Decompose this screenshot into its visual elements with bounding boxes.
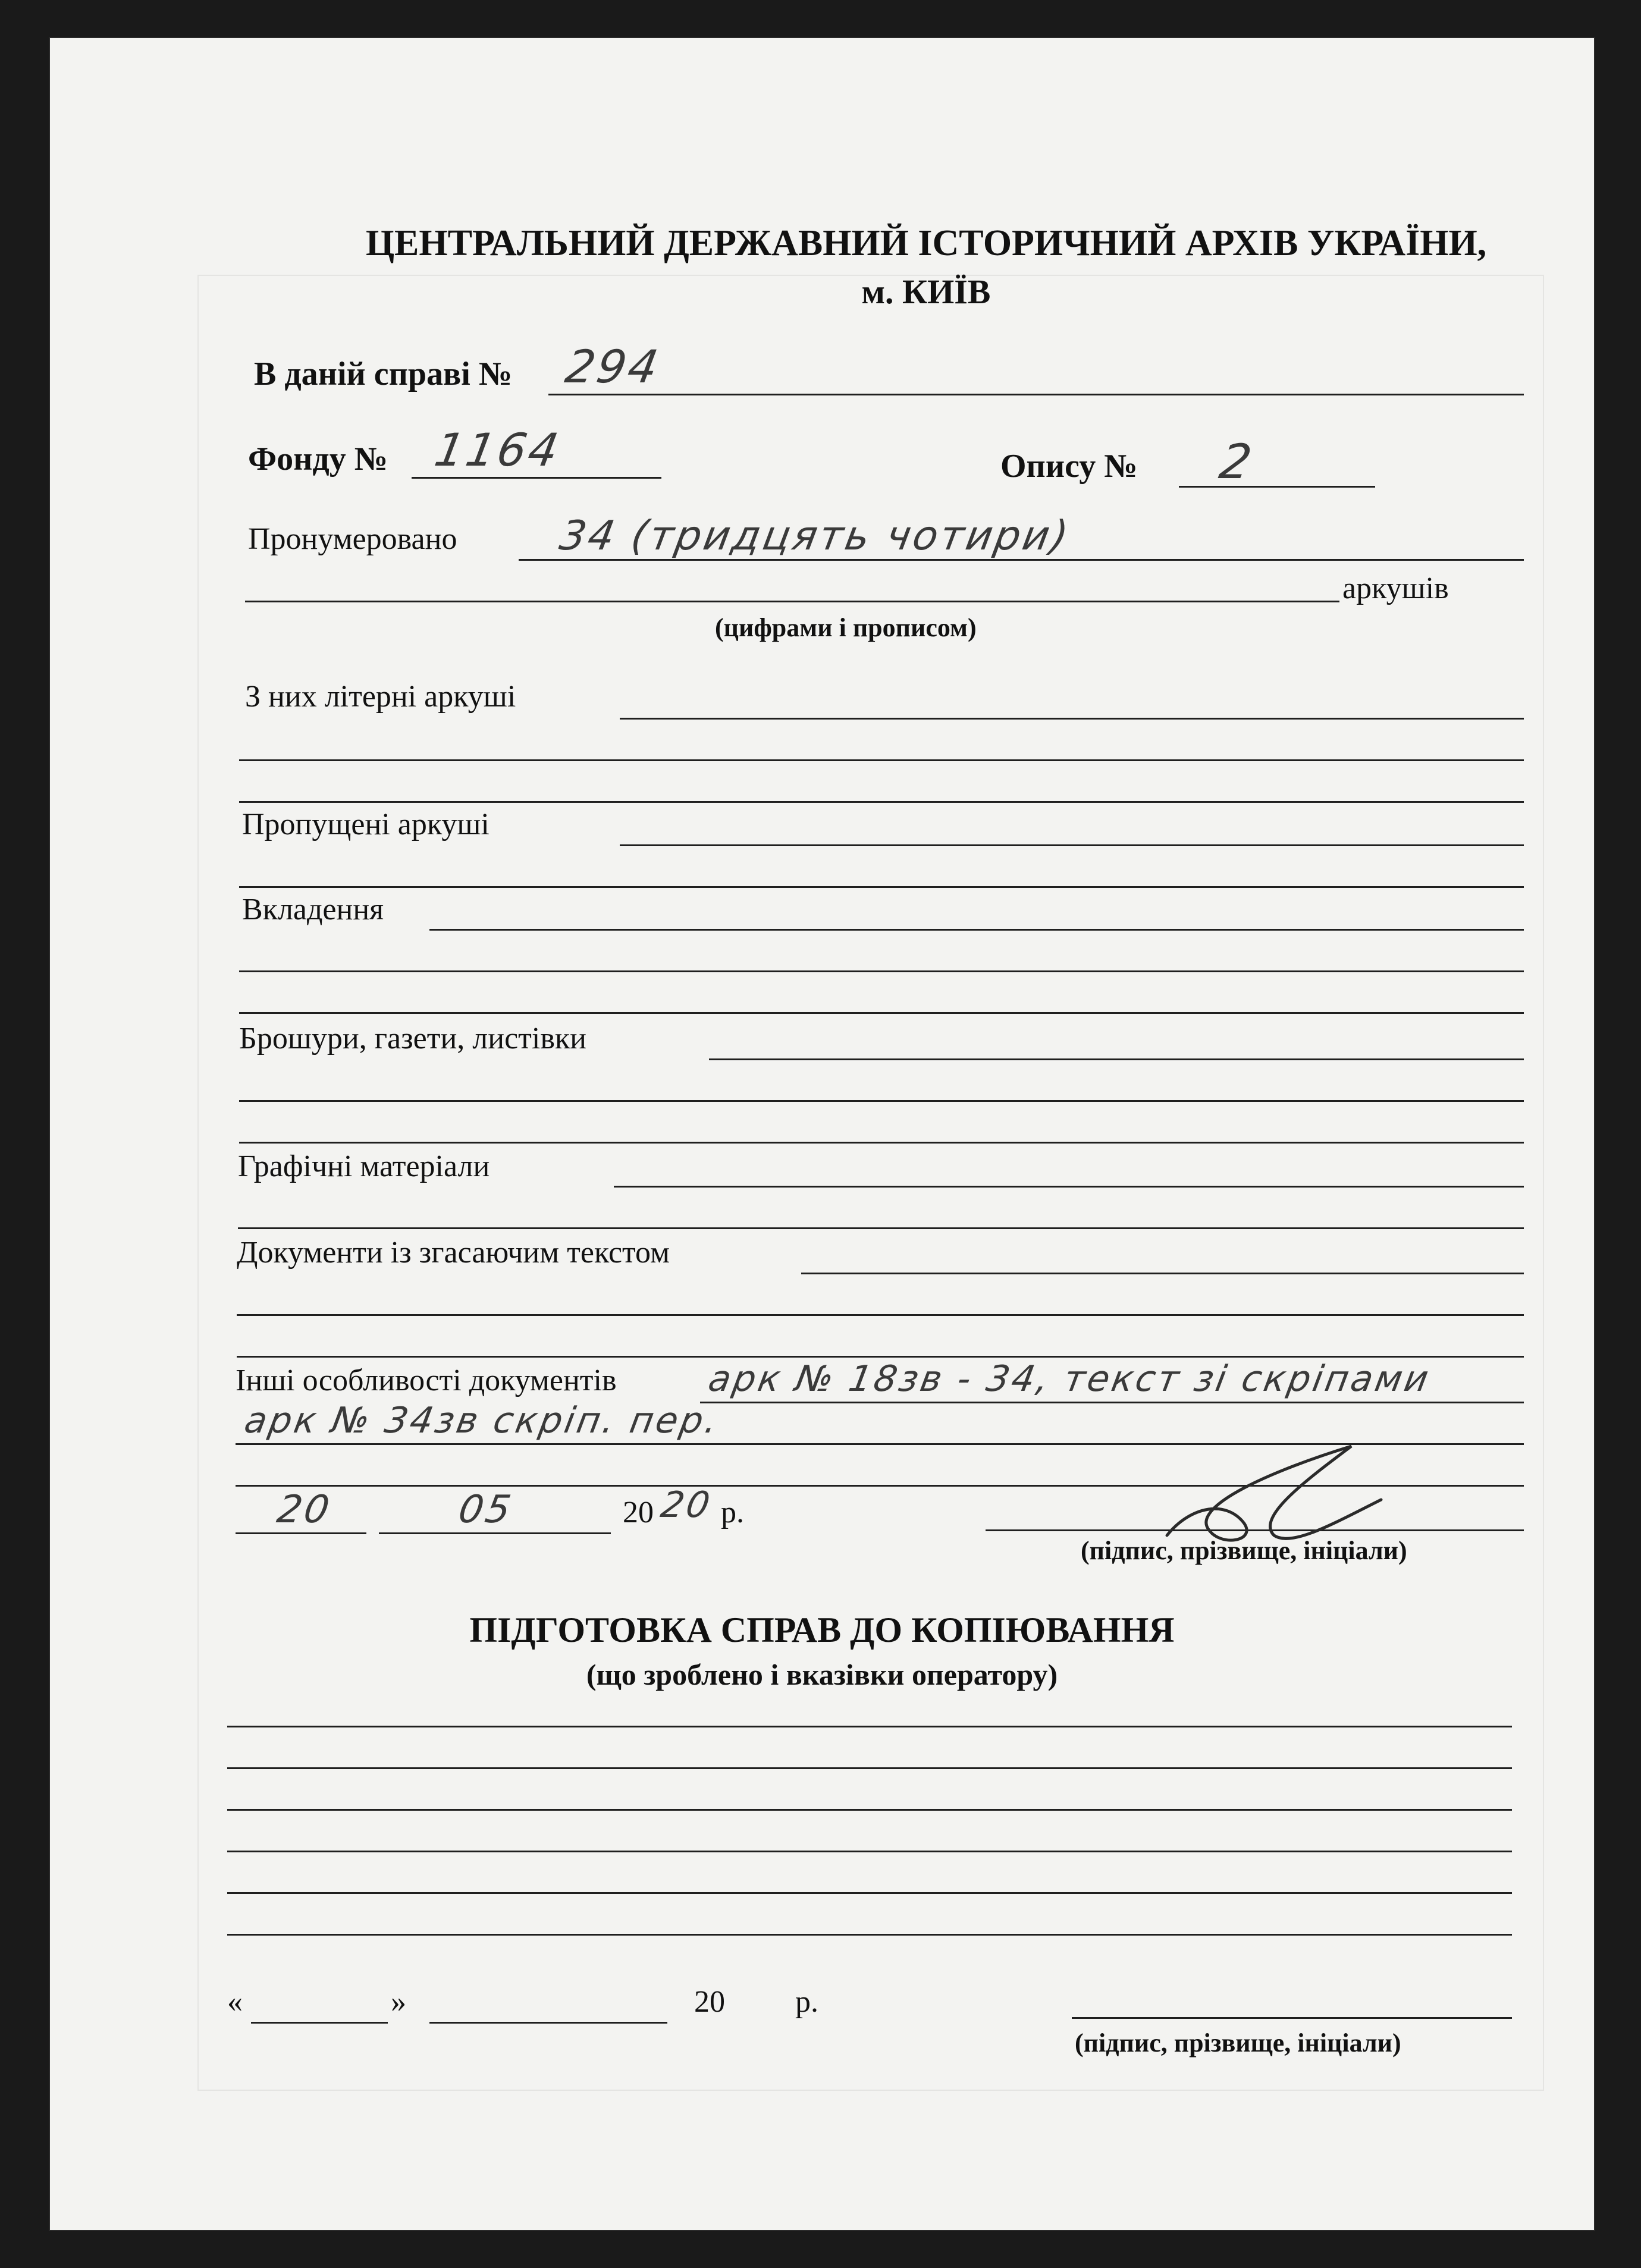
archive-form-page: [49, 37, 1595, 2231]
archive-title: ЦЕНТРАЛЬНИЙ ДЕРЖАВНИЙ ІСТОРИЧНИЙ АРХІВ УКРАЇНИ,: [365, 223, 1487, 263]
fading-text-line-1: [801, 1273, 1524, 1274]
missed-sheets-line-1: [620, 844, 1524, 846]
other-features-line-1: [700, 1402, 1524, 1403]
letter-sheets-label: З них літерні аркуші: [245, 680, 516, 714]
missed-sheets-line-2: [239, 886, 1524, 888]
case-number-line: [548, 394, 1524, 395]
fading-text-line-2: [237, 1314, 1524, 1316]
section2-title: ПІДГОТОВКА СПРАВ ДО КОПІЮВАННЯ: [469, 1610, 1175, 1650]
section2-line-3: [227, 1809, 1512, 1811]
date2-signature-hint: (підпис, прізвище, ініціали): [1075, 2028, 1401, 2057]
date1-day[interactable]: 20: [274, 1488, 335, 1532]
date1-year-prefix: 20: [623, 1496, 654, 1529]
date2-suffix: р.: [795, 1985, 818, 2019]
section2-line-6: [227, 1934, 1512, 1936]
numbered-label: Пронумеровано: [248, 522, 457, 556]
fond-line: [412, 477, 661, 479]
section2-line-5: [227, 1892, 1512, 1894]
numbered-suffix: аркушів: [1342, 571, 1449, 605]
inserts-line-3: [239, 1012, 1524, 1014]
date2-month-line: [429, 2022, 667, 2024]
numbered-line-2: [245, 601, 1339, 602]
fond-value[interactable]: 1164: [431, 423, 565, 476]
graphics-line-2: [238, 1227, 1524, 1229]
other-features-value-1[interactable]: арк № 18зв - 34, текст зі скріпами: [705, 1358, 1434, 1400]
graphics-label: Графічні матеріали: [238, 1149, 490, 1183]
inserts-line-1: [429, 929, 1524, 931]
date2-year: 20: [694, 1985, 725, 2019]
numbered-value[interactable]: 34 (тридцять чотири): [556, 513, 1074, 560]
letter-sheets-line-2: [239, 759, 1524, 761]
opys-line: [1179, 486, 1375, 488]
missed-sheets-label: Пропущені аркуші: [242, 808, 490, 841]
date1-month-line: [379, 1532, 611, 1534]
opys-value[interactable]: 2: [1215, 434, 1259, 489]
section2-line-1: [227, 1726, 1512, 1727]
date1-signature-hint: (підпис, прізвище, ініціали): [1081, 1536, 1407, 1565]
brochures-line-3: [239, 1142, 1524, 1144]
case-number-value[interactable]: 294: [561, 340, 664, 393]
case-number-label: В даній справі №: [254, 356, 513, 392]
letter-sheets-line-1: [620, 718, 1524, 720]
fond-label: Фонду №: [248, 441, 388, 478]
letter-sheets-line-3: [239, 801, 1524, 803]
brochures-line-2: [239, 1100, 1524, 1102]
graphics-line-1: [614, 1186, 1524, 1188]
inserts-label: Вкладення: [242, 893, 384, 926]
section2-line-2: [227, 1767, 1512, 1769]
archive-city: м. КИЇВ: [861, 272, 991, 311]
date1-month[interactable]: 05: [455, 1488, 516, 1532]
date2-open-quote: «: [227, 1985, 243, 2019]
section2-line-4: [227, 1851, 1512, 1852]
numbered-hint: (цифрами і прописом): [715, 613, 977, 642]
fading-text-line-3: [237, 1356, 1524, 1358]
brochures-label: Брошури, газети, листівки: [239, 1022, 586, 1056]
date1-year-hand[interactable]: 20: [657, 1484, 716, 1526]
opys-label: Опису №: [1000, 448, 1138, 485]
inserts-line-2: [239, 970, 1524, 972]
date2-close-quote: »: [391, 1985, 406, 2019]
date2-day-line: [251, 2022, 388, 2024]
brochures-line-1: [709, 1058, 1524, 1060]
other-features-value-2[interactable]: арк № 34зв скріп. пер.: [241, 1400, 723, 1441]
fading-text-label: Документи із згасаючим текстом: [237, 1236, 670, 1270]
date2-signature-line: [1072, 2017, 1512, 2019]
section2-subtitle: (що зроблено і вказівки оператору): [586, 1658, 1058, 1691]
other-features-label: Інші особливості документів: [236, 1364, 617, 1397]
date1-year-suffix: р.: [721, 1496, 744, 1529]
date1-day-line: [236, 1532, 366, 1534]
